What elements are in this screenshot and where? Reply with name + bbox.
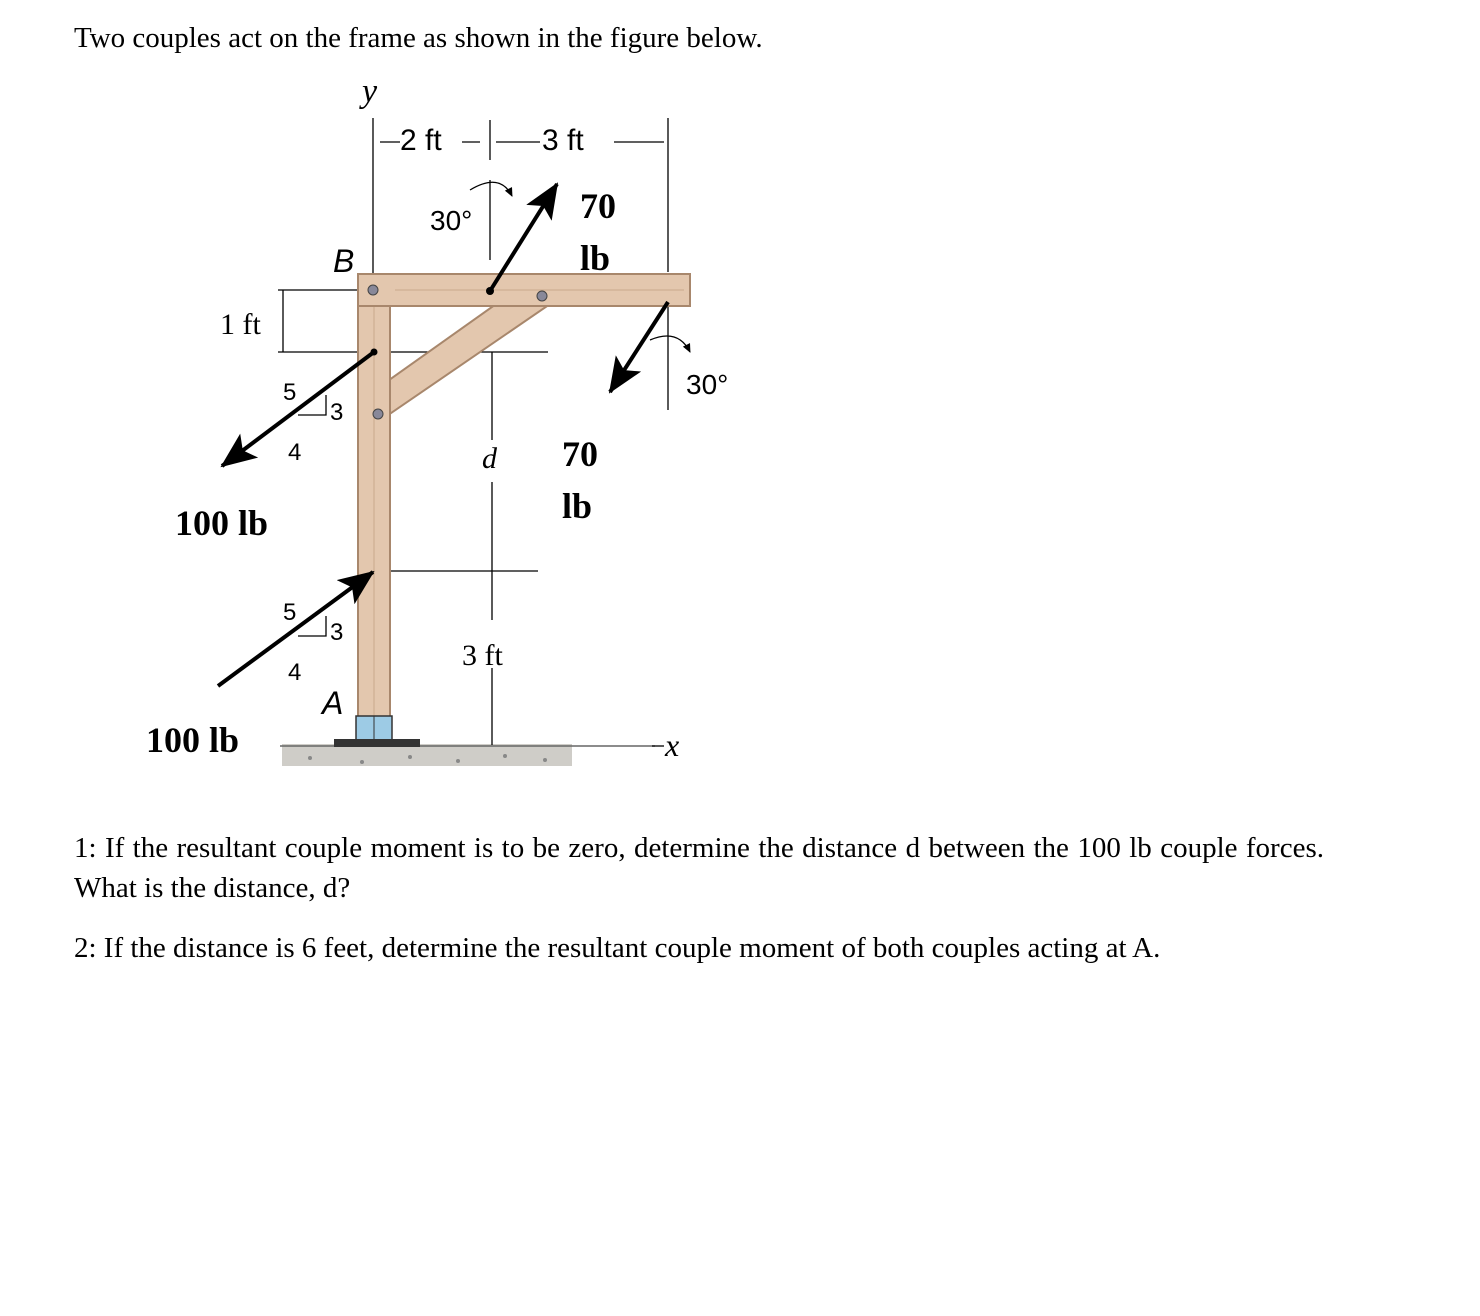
slope-lower-run: 4 <box>288 659 302 686</box>
angle-arc-right <box>650 336 690 352</box>
pin-brace-top <box>537 291 547 301</box>
dim-3ft-vertical: 3 ft <box>462 639 503 672</box>
force-70-right-value: 70 <box>562 434 598 474</box>
force-70-right-arrow <box>610 302 668 392</box>
slope-lower-rise: 3 <box>330 619 344 646</box>
angle-right: 30° <box>686 369 729 400</box>
label-b: B <box>333 243 355 279</box>
force-100-upper-label: 100 lb <box>175 503 269 543</box>
question-1: 1: If the resultant couple moment is to be zero, determine the distance d between the 100 lb couple forces. What is the distance, d? <box>74 832 1324 904</box>
question-2: 2: If the distance is 6 feet, determine the resultant couple moment of both couples acting at A. <box>74 932 1161 964</box>
axis-y-label: y <box>362 73 378 110</box>
dim-2ft: 2 ft <box>400 124 442 157</box>
dim-1ft: 1 ft <box>220 308 261 341</box>
force-70-top-unit: lb <box>580 238 611 278</box>
dim-d: d <box>482 442 497 475</box>
pin-b <box>368 285 378 295</box>
force-70-top-value: 70 <box>580 186 616 226</box>
angle-arc-top <box>470 182 512 196</box>
frame <box>334 274 690 747</box>
ground <box>280 744 655 766</box>
slope-upper-hyp: 5 <box>283 379 297 406</box>
dim-3ft-top: 3 ft <box>542 124 584 157</box>
label-a: A <box>322 685 344 721</box>
slope-upper-run: 4 <box>288 439 302 466</box>
force-100-lower-label: 100 lb <box>146 720 240 760</box>
axis-x-label: x <box>665 727 680 763</box>
questions <box>74 828 1324 988</box>
intro-text: Two couples act on the frame as shown in the figure below. <box>74 22 763 54</box>
slope-lower-hyp: 5 <box>283 599 297 626</box>
slope-upper-rise: 3 <box>330 399 344 426</box>
angle-top: 30° <box>430 205 473 236</box>
pin-brace-bottom <box>373 409 383 419</box>
force-70-right-unit: lb <box>562 486 593 526</box>
